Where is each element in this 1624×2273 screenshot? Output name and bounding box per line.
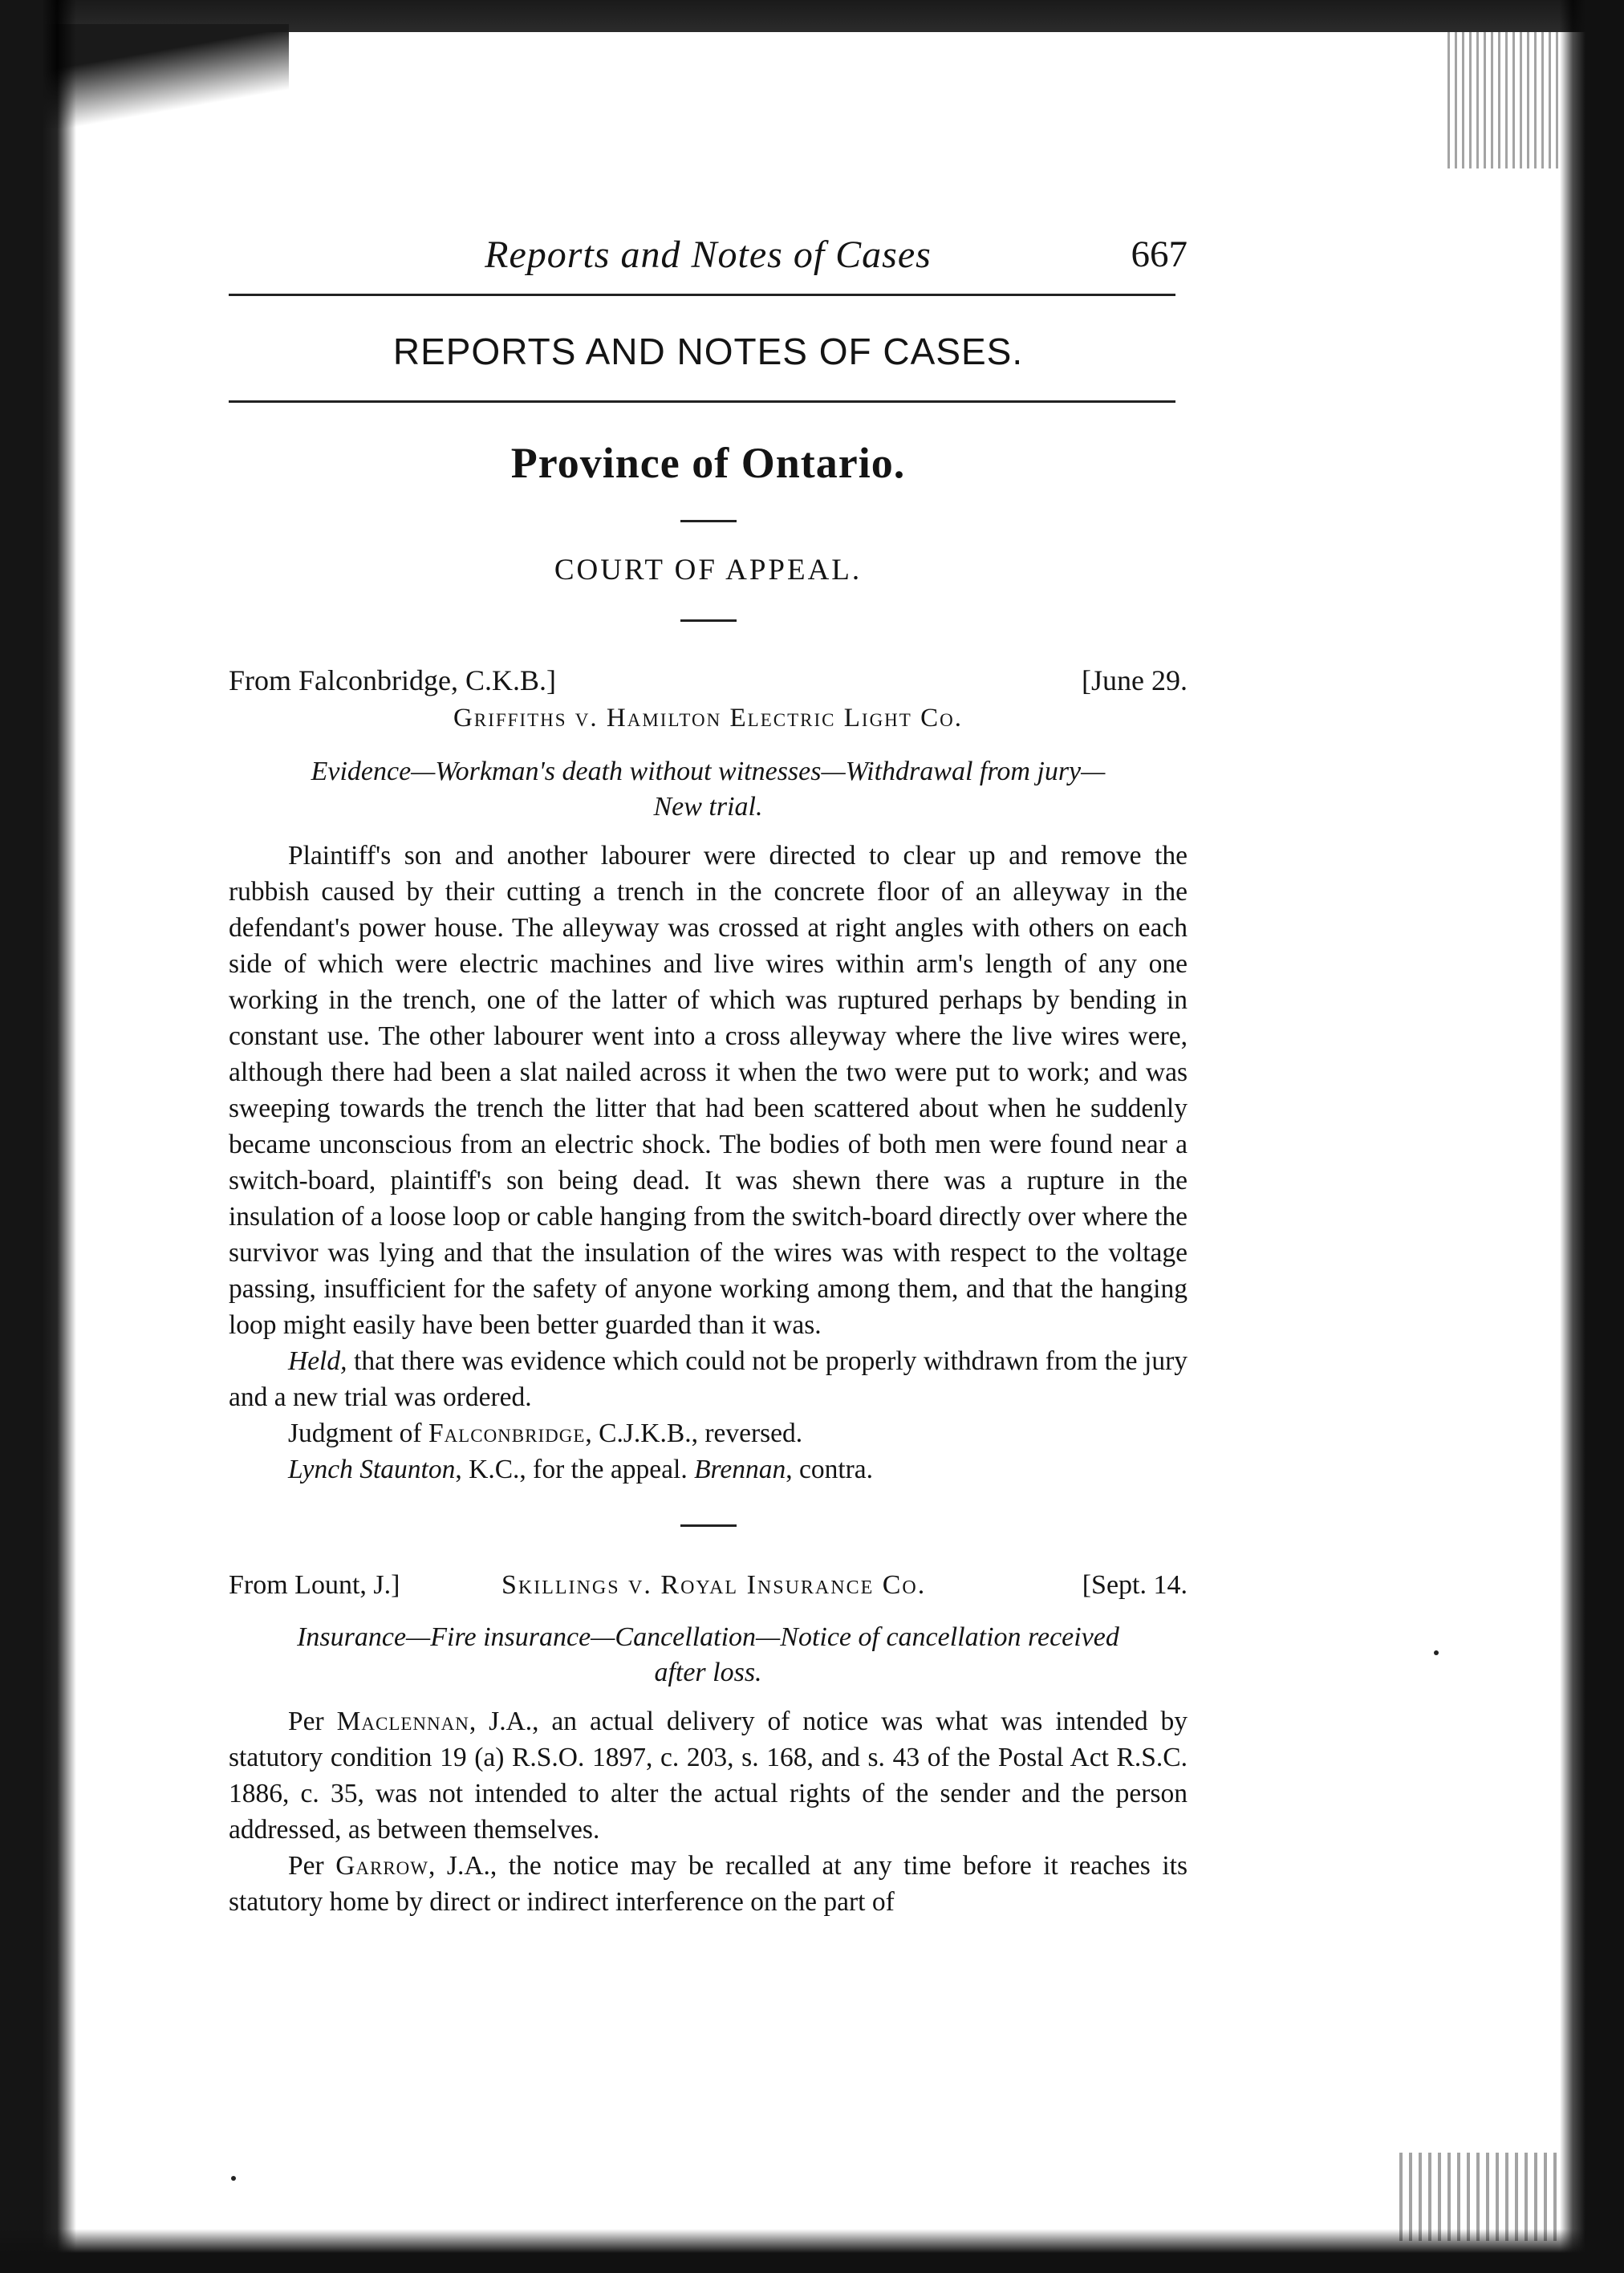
case1-headnote-line1: Evidence—Workman's death without witnesses—Withdrawal from jury— xyxy=(311,757,1106,786)
case1-from-line xyxy=(229,664,1188,704)
case1-date: [June 29. xyxy=(1082,664,1188,696)
short-rule xyxy=(680,520,737,522)
counsel1-name: Lynch Staunton xyxy=(288,1455,456,1484)
scan-border-bottom xyxy=(0,2229,1624,2273)
scan-border-left xyxy=(0,0,76,2273)
case1-from: From Falconbridge, C.K.B.] xyxy=(229,664,556,696)
judgment-prefix: Judgment of xyxy=(288,1419,428,1448)
case2-headnote-line2: after loss. xyxy=(654,1658,762,1687)
judgment-suffix: , C.J.K.B., reversed. xyxy=(585,1419,803,1448)
counsel1-text: , K.C., for the appeal. xyxy=(455,1455,695,1484)
scan-speck xyxy=(1434,1650,1439,1655)
case2-body xyxy=(229,1703,1188,1920)
case1-headnote xyxy=(229,754,1188,825)
case2-from-line xyxy=(229,1570,1188,1610)
province-heading: Province of Ontario. xyxy=(510,439,906,487)
case2-date: [Sept. 14. xyxy=(1082,1570,1188,1600)
case2-headnote xyxy=(229,1620,1188,1691)
judgment-judge: Falconbridge xyxy=(428,1419,586,1448)
para1-judge: Maclennan xyxy=(336,1707,469,1736)
scan-noise-top-right xyxy=(1447,32,1560,168)
page-number: 667 xyxy=(1131,233,1188,275)
case2-title: Skillings v. Royal Insurance Co. xyxy=(501,1570,927,1600)
short-rule xyxy=(680,619,737,622)
case2-from: From Lount, J.] xyxy=(229,1570,400,1600)
case1-body xyxy=(229,838,1188,1488)
para2-prefix: Per xyxy=(288,1851,336,1881)
short-rule xyxy=(680,1524,737,1527)
case1-headnote-line2: New trial. xyxy=(653,792,763,822)
case1-facts-paragraph: Plaintiff's son and another labourer were directed to clear up and remove the rubbish caused by their cutting a trench in the concrete floor of an alleyway in the defendant's power house. The alleyway was crossed at right angles with others on each side of which were electric machines and live wires within arm's length of any one working in the trench, one of the latter of which was ruptured perhaps by bending in constant use. The other labourer went into a cross alleyway where the live wires were, although there had been a slat nailed across it when the two were put to work; and was sweeping towards the trench the litter that had been scattered about when he suddenly became unconscious from an electric shock. The bodies of both men were found near a switch-board, plaintiff's son being dead. It was shewn there was a rupture in the insulation of a loose loop or cable hanging from the switch-board directly over where the survivor was lying and that the insulation of the wires was with respect to the voltage passing, insufficient for the safety of anyone working among them, and that the hanging loop might easily have been better guarded than it was. xyxy=(229,841,1188,1340)
running-head xyxy=(229,233,1188,284)
running-head-title: Reports and Notes of Cases xyxy=(485,233,932,276)
scan-border-right xyxy=(1560,0,1624,2273)
case1-judgment-paragraph xyxy=(229,1415,1188,1451)
case2-maclennan-paragraph xyxy=(229,1703,1188,1848)
held-text: that there was evidence which could not be properly withdrawn from the jury and a new trial was ordered. xyxy=(229,1346,1188,1412)
para1-text: , J.A., an actual delivery of notice was what was intended by statutory condition 19 (a) R.S.O. 1897, c. 203, s. 168, and s. 43 of the Postal Act R.S.C. 1886, c. 35, was not intended to alter the actual rights of the sender and the person addressed, as between themselves. xyxy=(229,1707,1188,1845)
case1-title: Griffiths v. Hamilton Electric Light Co. xyxy=(453,704,963,733)
para2-text: , J.A., the notice may be recalled at any time before it reaches its statutory home by direct or indirect interference on the part of xyxy=(229,1851,1188,1917)
section-heading: REPORTS AND NOTES OF CASES. xyxy=(392,331,1024,372)
para1-prefix: Per xyxy=(288,1707,337,1736)
court-heading: COURT OF APPEAL. xyxy=(554,554,863,587)
para2-judge: Garrow xyxy=(335,1851,428,1881)
case2-headnote-line1: Insurance—Fire insurance—Cancellation—Notice of cancellation received xyxy=(297,1622,1119,1652)
section-rule xyxy=(229,400,1175,403)
scan-speck xyxy=(231,2176,236,2181)
case2-garrow-paragraph xyxy=(229,1848,1188,1920)
case1-counsel-paragraph xyxy=(229,1451,1188,1488)
held-label: Held, xyxy=(288,1346,347,1376)
header-rule xyxy=(229,294,1175,296)
counsel2-name: Brennan xyxy=(694,1455,786,1484)
scan-noise-bottom-right xyxy=(1399,2153,1560,2241)
case1-held-paragraph xyxy=(229,1343,1188,1415)
counsel2-text: , contra. xyxy=(786,1455,874,1484)
document-page xyxy=(229,233,1188,1920)
